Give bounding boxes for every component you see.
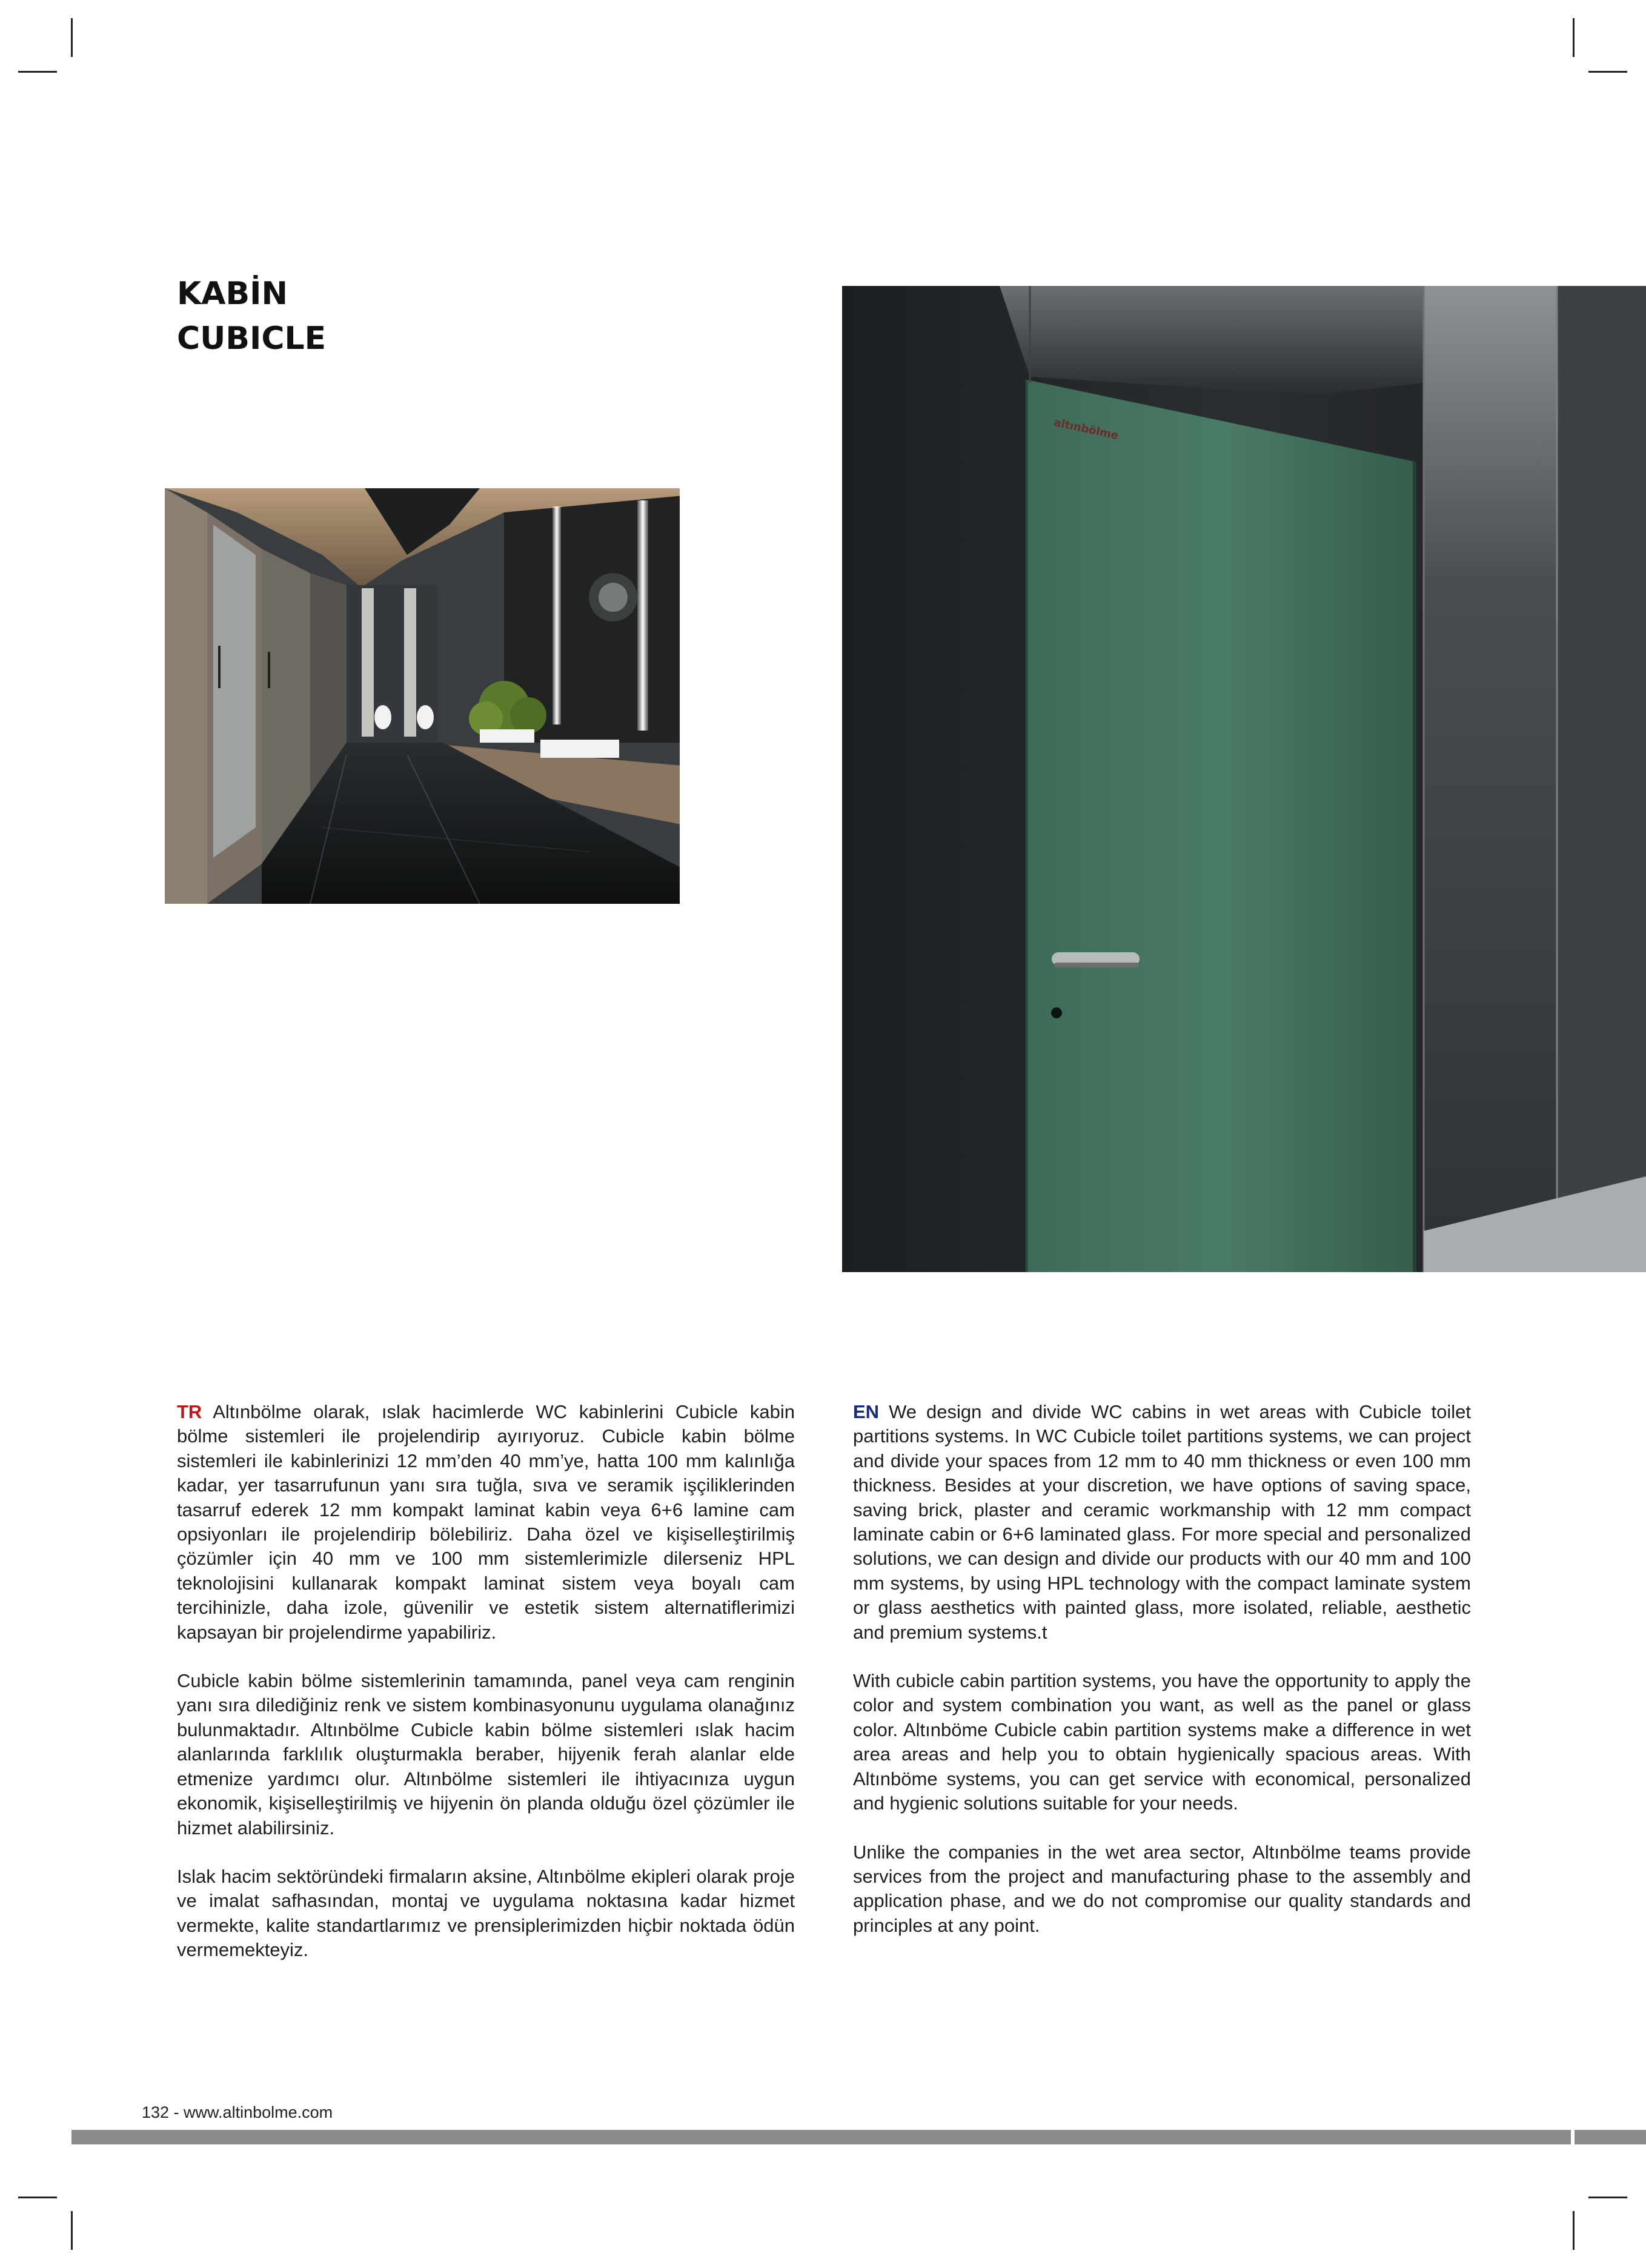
footer-bar bbox=[71, 2130, 1646, 2144]
title-line-en: CUBICLE bbox=[177, 320, 327, 357]
tr-paragraph-2: Cubicle kabin bölme sistemlerinin tamamında, panel veya cam renginin yanı sıra dilediğiniz renk ve sistem kombinasyonunu uygulama olanağınız bulunmaktadır. Altınbölme Cubicle kabin bölme sistemleri ıslak hacim alanlarında farklılık oluşturmakla beraber, hijyenik ferah alanlar elde etmenize yardımcı olur. Altınbölme sistemleri ile ihtiyacınıza uygun ekonomik, kişiselleştirilmiş ve hijyenin ön planda olduğu özel çözümler ile hizmet alabilirsiniz. bbox=[177, 1670, 795, 1839]
tr-language-tag: TR bbox=[177, 1401, 202, 1422]
title-line-tr: KABİN bbox=[177, 276, 288, 312]
tr-paragraph-3: Islak hacim sektöründeki firmaların aksine, Altınbölme ekipleri olarak proje ve imalat safhasından, montaj ve uygulama noktasına kadar hizmet vermekte, kalite standartlarımız ve prensiplerimizden hiçbir noktada ödün vermemekteyiz. bbox=[177, 1865, 795, 1961]
page-footer: 132 - www.altinbolme.com bbox=[142, 2103, 333, 2121]
crop-mark-br-vertical bbox=[1573, 2211, 1575, 2250]
crop-mark-tr-horizontal bbox=[1588, 71, 1627, 73]
en-paragraph-3: Unlike the companies in the wet area sector, Altınbölme teams provide services from the project and manufacturing phase to the assembly and application phase, and we do not compromise our quality standards and principles at any point. bbox=[853, 1841, 1471, 1936]
en-paragraph-1 bbox=[853, 1400, 1471, 1645]
crop-mark-tr-vertical bbox=[1573, 18, 1575, 57]
crop-mark-tl-vertical bbox=[71, 18, 73, 57]
tr-paragraph-1-text: Altınbölme olarak, ıslak hacimlerde WC kabinlerini Cubicle kabin bölme sistemleri ile projelendirip ayırıyoruz. Cubicle kabin bölme sistemleri ile kabinlerinizi 12 mm’den 40 mm’ye, hatta 100 mm kalınlığa kadar, yer tasarrufunun yanı sıra tuğla, sıva ve seramik işçiliklerinden tasarruf ederek 12 mm kompakt laminat kabin veya 6+6 lamine cam opsiyonları ile projelendirip bölebiliriz. Daha özel ve kişiselleştirilmiş çözümler için 40 mm ve 100 mm sistemlerimizle dilerseniz HPL teknolojisini kullanarak kompakt laminat sistem veya boyalı cam tercihinizle, daha izole, güvenilir ve estetik sistem alternatiflerimizi kapsayan bir projelendirme yapabiliriz. bbox=[177, 1401, 795, 1643]
page-title bbox=[177, 271, 326, 361]
crop-mark-bl-horizontal bbox=[18, 2197, 57, 2198]
crop-mark-bl-vertical bbox=[71, 2211, 73, 2250]
footer-bar-gap bbox=[1571, 2130, 1575, 2144]
door-logo: altınbölme bbox=[1052, 416, 1120, 443]
restroom-photo bbox=[165, 488, 697, 904]
tr-paragraph-1 bbox=[177, 1400, 795, 1645]
en-paragraph-2: With cubicle cabin partition systems, you have the opportunity to apply the color and system combination you want, as well as the panel or glass color. Altınböme Cubicle cabin partition systems make a difference in wet area areas and help you to obtain hygienically spacious areas. With Altınböme systems, you can get service with economical, personalized and hygienic solutions suitable for your needs. bbox=[853, 1670, 1471, 1814]
en-paragraph-1-text: We design and divide WC cabins in wet areas with Cubicle toilet partitions systems. In WC Cubicle toilet partitions systems, we can project and divide your spaces from 12 mm to 40 mm thickness or even 100 mm thickness. Besides at your discretion, we have options of saving space, saving brick, plaster and ceramic workmanship with 12 mm compact laminate cabin or 6+6 laminated glass. For more special and personalized solutions, we can design and divide our products with our 40 mm and 100 mm systems, by using HPL technology with the compact laminate system or glass aesthetics with painted glass, more isolated, reliable, aesthetic and premium systems.t bbox=[853, 1401, 1471, 1643]
crop-mark-tl-horizontal bbox=[18, 71, 57, 73]
en-language-tag: EN bbox=[853, 1401, 880, 1422]
green-door-photo bbox=[842, 286, 1646, 1272]
turkish-column bbox=[177, 1400, 795, 1987]
crop-mark-br-horizontal bbox=[1588, 2197, 1627, 2198]
english-column bbox=[853, 1400, 1471, 1962]
